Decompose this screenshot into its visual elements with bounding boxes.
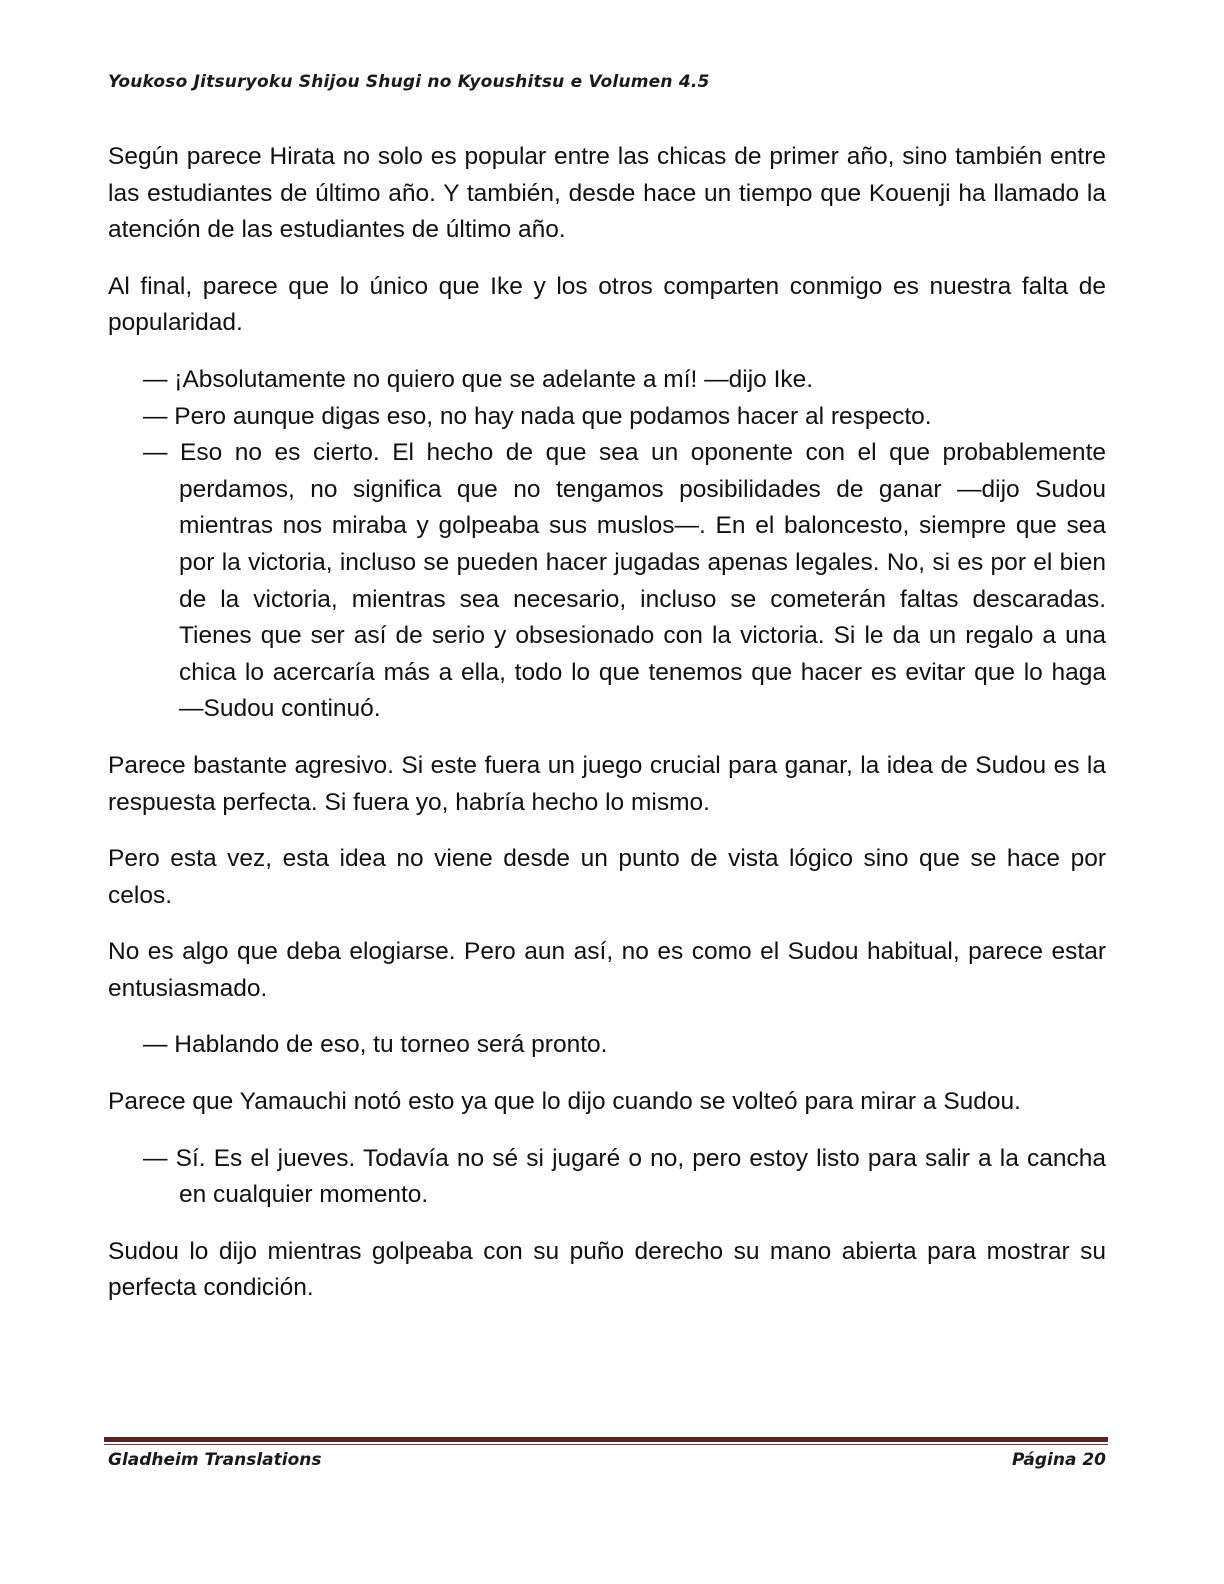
dialogue-line: — Hablando de eso, tu torneo será pronto.	[143, 1031, 608, 1059]
dialogue-line: — Pero aunque digas eso, no hay nada que podamos hacer al respecto.	[143, 402, 932, 430]
paragraph: Parece que Yamauchi notó esto ya que lo dijo cuando se volteó para mirar a Sudou.	[108, 1088, 1021, 1116]
dialogue-line: — ¡Absolutamente no quiero que se adelante a mí! —dijo Ike.	[143, 365, 814, 393]
paragraph: No es algo que deba elogiarse. Pero aun así, no es como el Sudou habitual, parece estar entusiasmado.	[108, 938, 1106, 1002]
page-number: Página 20	[1012, 1450, 1106, 1470]
page-header-title: Youkoso Jitsuryoku Shijou Shugi no Kyoushitsu e Volumen 4.5	[108, 72, 710, 92]
paragraph: Pero esta vez, esta idea no viene desde un punto de vista lógico sino que se hace por celos.	[108, 845, 1106, 909]
dialogue-group	[108, 1141, 1106, 1214]
page-body	[108, 139, 1106, 1327]
dialogue-line: — Sí. Es el jueves. Todavía no sé si jugaré o no, pero estoy listo para salir a la cancha en cualquier momento.	[143, 1144, 1106, 1209]
paragraph: Según parece Hirata no solo es popular entre las chicas de primer año, sino también entre las estudiantes de último año. Y también, desde hace un tiempo que Kouenji ha llamado la atención de las estudiantes de último año.	[108, 143, 1106, 244]
dialogue-line: — Eso no es cierto. El hecho de que sea un oponente con el que probablemente perdamos, no significa que no tengamos posibilidades de ganar —dijo Sudou mientras nos miraba y golpeaba sus muslos—. En el baloncesto, siempre que sea por la victoria, incluso se pueden hacer jugadas apenas legales. No, si es por el bien de la victoria, mientras sea necesario, incluso se cometerán faltas descaradas. Tienes que ser así de serio y obsesionado con la victoria. Si le da un regalo a una chica lo acercaría más a ella, todo lo que tenemos que hacer es evitar que lo haga —Sudou continuó.	[143, 439, 1106, 723]
paragraph: Parece bastante agresivo. Si este fuera un juego crucial para ganar, la idea de Sudou es la respuesta perfecta. Si fuera yo, habría hecho lo mismo.	[108, 751, 1106, 816]
footer-credits: Gladheim Translations	[108, 1450, 322, 1470]
paragraph: Sudou lo dijo mientras golpeaba con su puño derecho su mano abierta para mostrar su perfecta condición.	[108, 1237, 1106, 1302]
footer-divider	[104, 1437, 1108, 1445]
dialogue-group	[108, 362, 1106, 728]
paragraph: Al final, parece que lo único que Ike y los otros comparten conmigo es nuestra falta de popularidad.	[108, 272, 1106, 337]
dialogue-group	[108, 1027, 1106, 1064]
